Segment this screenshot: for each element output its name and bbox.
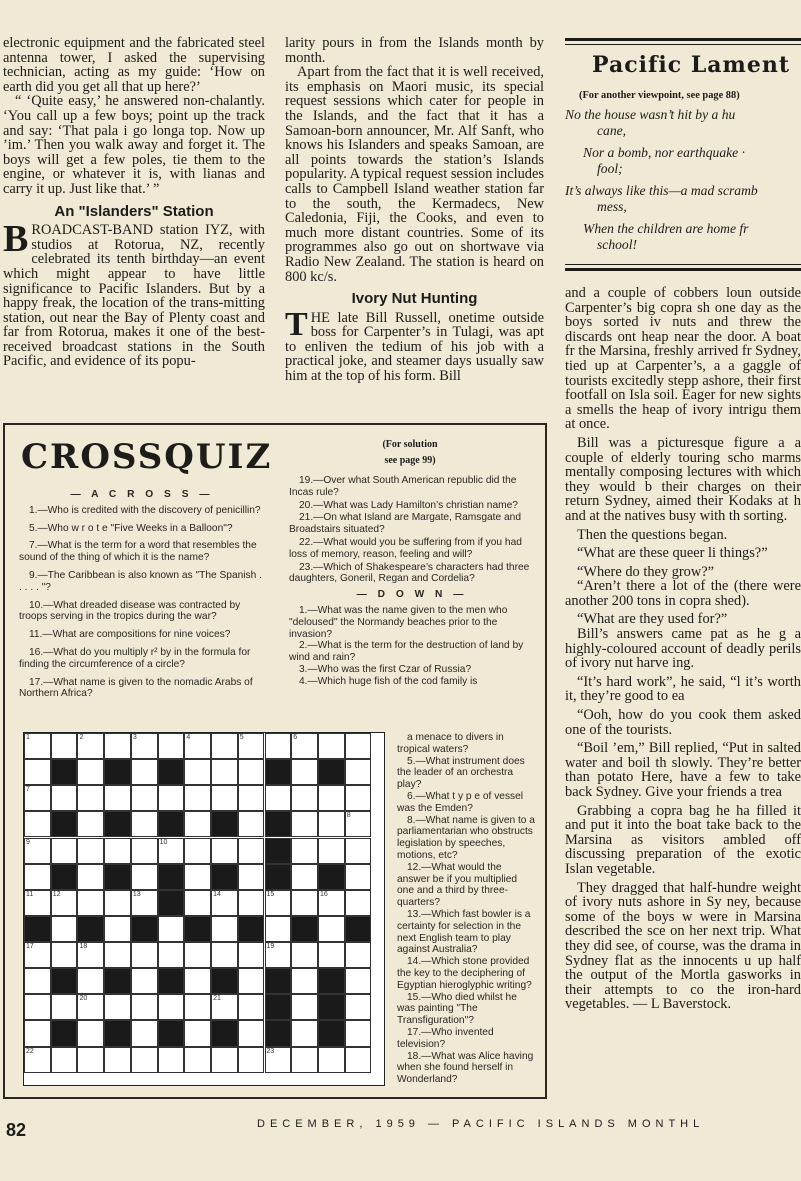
grid-cell[interactable]: [211, 838, 238, 864]
grid-cell[interactable]: [77, 838, 104, 864]
grid-cell[interactable]: [51, 994, 78, 1020]
clue: 6.—What t y p e of vessel was the Emden?: [397, 790, 524, 814]
poem-line: No the house wasn’t hit by a hu: [565, 107, 736, 122]
grid-cell[interactable]: [184, 785, 211, 811]
grid-cell[interactable]: [318, 838, 345, 864]
grid-cell-black: [158, 890, 185, 916]
clue: 4.—Which huge fish of the cod family is: [299, 675, 478, 687]
article-paragraph: “Where do they grow?”: [577, 563, 715, 580]
grid-clue-number: 11: [26, 890, 34, 898]
grid-cell[interactable]: [131, 864, 158, 890]
grid-cell[interactable]: [131, 942, 158, 968]
grid-clue-number: 6: [293, 734, 298, 741]
clue-list: [19, 505, 265, 700]
article-paragraph: They dragged that half-hundre weight of ivory nuts ashore in Sy ney, because some of the boys w were in Marsina described the sce on her next trip. What they did see, of course, was the drama in Sydney flat as the innocents u up half the output of the Mortla gasworks in their attempts to co the iron-hard vegetables. — L Baverstock.: [565, 879, 801, 1013]
grid-cell[interactable]: [211, 785, 238, 811]
grid-cell[interactable]: [318, 733, 345, 759]
poem-line: school!: [597, 237, 638, 252]
grid-cell[interactable]: [318, 1047, 345, 1073]
grid-cell-black: [104, 811, 131, 837]
grid-cell[interactable]: [24, 811, 51, 837]
crossquiz-box: [3, 423, 547, 1099]
clue: 15.—Who died whilst he was painting "The Transfiguration"?: [397, 991, 517, 1027]
grid-cell[interactable]: [238, 1047, 265, 1073]
grid-cell[interactable]: [77, 968, 104, 994]
grid-cell[interactable]: [184, 968, 211, 994]
article-paragraph: “Aren’t there a lot of the (there were another 200 tons in copra shed).: [565, 578, 801, 609]
top-rule: [565, 38, 801, 41]
grid-cell-black: [265, 968, 292, 994]
grid-cell[interactable]: [77, 811, 104, 837]
grid-cell[interactable]: [104, 785, 131, 811]
drop-cap: T: [285, 305, 308, 343]
grid-cell-black: [184, 916, 211, 942]
page-footer: [0, 1112, 801, 1140]
clue: 7.—What is the term for a word that resembles the sound of the thing of which it is the name?: [19, 540, 257, 564]
article-paragraph: Bill was a picturesque figure a a couple of elderly touring scho marms mentally composing lectures with which they would b their charges on their return Sydney, aimed their Kodaks at h and at the natives busy with th sorting.: [565, 434, 801, 524]
grid-cell-black: [265, 864, 292, 890]
grid-cell-black: [104, 864, 131, 890]
grid-cell[interactable]: [318, 785, 345, 811]
grid-cell[interactable]: [291, 1047, 318, 1073]
across-heading: — A C R O S S —: [70, 489, 214, 500]
grid-cell[interactable]: [131, 838, 158, 864]
grid-clue-number: 19: [266, 943, 275, 951]
article-paragraph: “What are they used for?”: [577, 611, 728, 628]
grid-cell-black: [51, 968, 78, 994]
grid-cell[interactable]: [77, 785, 104, 811]
clue: 19.—Over what South American republic did the Incas rule?: [289, 475, 517, 498]
poem-line: When the children are home fr: [583, 221, 749, 236]
article-paragraph: Apart from the fact that it is well received, its emphasis on Maori music, its special request sessions which cater for people in the Islands, and the fact that it has a Samoan-born announcer, Mr. Alf Sanft, who knows his Islanders and speaks Samoan, are all points towards the station’s Islands popularity. A typical request session includes calls to Campbell Island weather station far to the south, the Kermadecs, New Caledonia, Fiji, the Cooks, and even to much more distant countries. Some of its programmes also go out on shortwave via Radio New Zealand. The station is heard on 800 kc/s.: [285, 64, 544, 285]
clue: 22.—What would you be suffering from if you had loss of memory, reason, feeling and will?: [289, 536, 522, 560]
grid-clue-number: 23: [266, 1047, 275, 1055]
bottom-rule: [565, 268, 801, 271]
grid-cell-black: [24, 916, 51, 942]
grid-cell[interactable]: [291, 838, 318, 864]
grid-cell[interactable]: [184, 890, 211, 916]
grid-cell[interactable]: [131, 1047, 158, 1073]
grid-cell-black: [265, 838, 292, 864]
grid-cell[interactable]: [291, 994, 318, 1020]
grid-clue-number: 12: [52, 890, 61, 898]
grid-clue-number: 7: [26, 786, 30, 794]
grid-cell[interactable]: [77, 759, 104, 785]
grid-cell[interactable]: [131, 1020, 158, 1046]
grid-cell[interactable]: [345, 838, 372, 864]
grid-cell[interactable]: [104, 942, 131, 968]
grid-cell[interactable]: [77, 864, 104, 890]
grid-cell[interactable]: [158, 994, 185, 1020]
clue: 5.—What instrument does the leader of an orchestra play?: [397, 755, 525, 791]
clue: 20.—What was Lady Hamilton’s christian name?: [299, 499, 518, 511]
grid-cell-black: [318, 759, 345, 785]
grid-cell[interactable]: [265, 733, 292, 759]
grid-cell[interactable]: [318, 916, 345, 942]
grid-cell[interactable]: [104, 838, 131, 864]
solution-line: (For solution: [382, 439, 438, 450]
grid-cell-black: [318, 864, 345, 890]
clue: 2.—What is the term for the destruction of land by wind and rain?: [289, 640, 524, 664]
grid-cell[interactable]: [211, 733, 238, 759]
grid-cell[interactable]: [238, 811, 265, 837]
grid-cell[interactable]: [158, 916, 185, 942]
grid-cell[interactable]: [291, 785, 318, 811]
grid-cell-black: [77, 916, 104, 942]
grid-cell[interactable]: [158, 1047, 185, 1073]
grid-cell-black: [104, 759, 131, 785]
grid-cell[interactable]: [291, 968, 318, 994]
grid-cell-black: [318, 994, 345, 1020]
grid-cell[interactable]: [184, 1020, 211, 1046]
poem-line: It’s always like this—a mad scramb: [565, 183, 758, 198]
grid-cell[interactable]: [131, 759, 158, 785]
grid-cell[interactable]: [158, 733, 185, 759]
column-3: [565, 286, 801, 1098]
grid-cell-black: [291, 916, 318, 942]
grid-cell[interactable]: [51, 942, 78, 968]
crossword-grid: [23, 732, 385, 1086]
grid-cell[interactable]: [345, 890, 372, 916]
grid-cell[interactable]: [345, 968, 372, 994]
grid-clue-number: 14: [213, 890, 221, 898]
grid-cell[interactable]: [238, 968, 265, 994]
top-rule-thin: [565, 44, 801, 45]
grid-cell-black: [51, 1020, 78, 1046]
clue: 21.—On what Island are Margate, Ramsgate and Broadstairs situated?: [289, 512, 521, 536]
grid-cell[interactable]: [158, 785, 185, 811]
poem-subtitle: (For another viewpoint, see page 88): [579, 90, 740, 101]
clue: 14.—Which stone provided the key to the deciphering of Egyptian hieroglyphic writing?: [397, 956, 532, 991]
grid-cell[interactable]: [238, 942, 265, 968]
clue: 12.—What would the answer be if you multiplied one and a third by three-quarters?: [397, 861, 518, 909]
paragraph-text: ROADCAST-BAND station IYZ, with studios at Rotorua, NZ, recently celebrated its tenth birthday—an event which might appear to have little significance to Pacific Islanders. But by a happy freak, the location of the trans-mitting station, out near the Bay of Plenty coast and far from Rotorua, makes it one of the best-received broadcast stations in the South Pacific, and evidence of its popu-: [3, 222, 265, 370]
grid-cell-black: [265, 759, 292, 785]
grid-cell-black: [318, 1020, 345, 1046]
grid-cell[interactable]: [77, 1047, 104, 1073]
article-paragraph: larity pours in from the Islands month by month.: [285, 35, 544, 66]
clue: a menace to divers in tropical waters?: [397, 732, 504, 755]
grid-cell-black: [131, 916, 158, 942]
grid-cell[interactable]: [184, 864, 211, 890]
grid-clue-number: 8: [346, 812, 351, 820]
clue-list: [397, 732, 535, 1086]
grid-cell[interactable]: [131, 785, 158, 811]
column-2: [285, 36, 544, 384]
across-clues-left: [19, 485, 265, 706]
grid-cell-black: [211, 968, 238, 994]
grid-cell-black: [345, 916, 372, 942]
grid-cell[interactable]: [104, 890, 131, 916]
grid-cell-black: [318, 968, 345, 994]
grid-cell[interactable]: [51, 1047, 78, 1073]
grid-cell[interactable]: [345, 1020, 372, 1046]
grid-cell-black: [158, 1020, 185, 1046]
grid-cell[interactable]: [211, 1047, 238, 1073]
grid-clue-number: 22: [26, 1047, 34, 1055]
grid-cell[interactable]: [104, 994, 131, 1020]
grid-clue-number: 4: [186, 734, 191, 741]
grid-cell-black: [51, 759, 78, 785]
grid-cell-black: [158, 759, 185, 785]
grid-cell[interactable]: [131, 994, 158, 1020]
grid-clue-number: 21: [213, 995, 221, 1003]
clue: 10.—What dreaded disease was contracted by troops serving in the tropics during the war?: [19, 599, 241, 623]
grid-cell[interactable]: [238, 864, 265, 890]
poem-line: fool;: [597, 161, 623, 176]
article-paragraph: Then the questions began.: [577, 526, 728, 543]
grid-cell-black: [238, 916, 265, 942]
section-heading: Ivory Nut Hunting: [351, 290, 478, 308]
grid-cell[interactable]: [184, 811, 211, 837]
article-paragraph: Bill’s answers came pat as he g a highly-coloured account of deadly perils of ivory nut harve ing.: [565, 626, 801, 672]
grid-cell[interactable]: [345, 759, 372, 785]
grid-cell[interactable]: [318, 811, 345, 837]
poem-line: mess,: [597, 199, 627, 214]
grid-cell[interactable]: [131, 811, 158, 837]
grid-cell[interactable]: [24, 864, 51, 890]
grid-clue-number: 16: [319, 890, 328, 898]
grid-cell[interactable]: [51, 916, 78, 942]
grid-cell-black: [211, 864, 238, 890]
grid-cell[interactable]: [104, 916, 131, 942]
grid-cell-black: [265, 811, 292, 837]
clue: 23.—Which of Shakespeare’s characters had three daughters, Goneril, Regan and Cordelia?: [289, 561, 530, 585]
grid-cell-black: [265, 1020, 292, 1046]
down-clues-narrow: [397, 732, 535, 1086]
solution-note: [355, 437, 465, 469]
clue: 1.—What was the name given to the men who "deloused" the Normandy beaches prior to the invasion?: [289, 604, 508, 640]
grid-cell[interactable]: [51, 733, 78, 759]
drop-cap: B: [3, 218, 29, 261]
grid-clue-number: 1: [26, 734, 30, 741]
article-paragraph: [285, 305, 544, 385]
grid-cell[interactable]: [104, 1047, 131, 1073]
grid-clue-number: 5: [239, 734, 244, 741]
grid-cell[interactable]: [211, 916, 238, 942]
grid-cell-black: [51, 811, 78, 837]
grid-cell[interactable]: [184, 994, 211, 1020]
clue: 9.—The Caribbean is also known as "The Spanish . . . . . "?: [19, 569, 262, 593]
solution-line: see page 99): [384, 455, 436, 466]
article-paragraph: “ ‘Quite easy,’ he answered non-chalantly. ‘You call up a few boys; point up the track and say: ‘That pala i go longa top. Now up ’im.’ Then you walk away and forget it. The boys will get a few poles, tie them to the engine, or whatever it is, with lianas and carry it up. Just like that.’ ”: [3, 93, 265, 197]
clue: 11.—What are compositions for nine voices?: [29, 629, 231, 641]
grid-cell[interactable]: [51, 838, 78, 864]
grid-cell[interactable]: [238, 1020, 265, 1046]
grid-cell[interactable]: [318, 942, 345, 968]
grid-cell[interactable]: [265, 916, 292, 942]
clue: 8.—What name is given to a parliamentarian who obstructs legislation by speeches, motions, etc?: [397, 814, 535, 861]
grid-cell[interactable]: [291, 1020, 318, 1046]
grid-cell[interactable]: [77, 890, 104, 916]
article-paragraph: and a couple of cobbers loun outside Carpenter’s big copra sh one day as the boys sorted iv nuts and threw the discards ont heap near the door. A boat fr the Marsina, freshly arrived fr Sydney, tied up at Carpenter’s, a a gaggle of tourists excitedly stepp ashore, their first footfall on Isla soil. Eager for new sights a smells the heap of ivory intrigu them at once.: [565, 286, 801, 433]
grid-cell[interactable]: [345, 994, 372, 1020]
clue: 17.—What name is given to the nomadic Arabs of Northern Africa?: [19, 676, 253, 700]
grid-cell-black: [158, 968, 185, 994]
footer-running-title: DECEMBER, 1959 — PACIFIC ISLANDS MONTHL: [257, 1118, 705, 1130]
article-paragraph: “It’s hard work”, he said, “l it’s worth it, they’re good to ea: [565, 673, 801, 705]
grid-cell-black: [104, 968, 131, 994]
clue: 16.—What do you multiply r² by in the formula for finding the circumference of a circle?: [19, 646, 251, 670]
grid-clue-number: 17: [26, 943, 34, 951]
grid-cell[interactable]: [184, 1047, 211, 1073]
grid-cell[interactable]: [211, 759, 238, 785]
bottom-rule-thin: [565, 264, 801, 265]
article-paragraph: [3, 218, 265, 370]
grid-cell[interactable]: [184, 759, 211, 785]
grid-cell[interactable]: [211, 942, 238, 968]
grid-clue-number: 10: [159, 838, 168, 846]
clue: 18.—What was Alice having when she found herself in Wonderland?: [397, 1050, 534, 1086]
clue-list: [289, 605, 535, 688]
poem-box: [565, 32, 801, 272]
clue: 17.—Who invented television?: [397, 1026, 494, 1050]
clue: 13.—Which fast bowler is a certainty for selection in the next English team to play against Australia?: [397, 908, 531, 956]
grid-cell[interactable]: [158, 942, 185, 968]
grid-cell[interactable]: [291, 864, 318, 890]
grid-cell[interactable]: [184, 942, 211, 968]
article-paragraph: electronic equipment and the fabricated steel antenna tower, I asked the supervising technician, acting as my guide: ‘How on earth did you get all that up here?’: [3, 35, 265, 95]
grid-cell[interactable]: [131, 968, 158, 994]
grid-cell[interactable]: [238, 838, 265, 864]
article-paragraph: “Ooh, how do you cook them asked one of the tourists.: [565, 707, 801, 738]
grid-clue-number: 2: [79, 734, 84, 741]
crossquiz-title: CROSSQUIZ: [21, 437, 273, 477]
grid-cell-black: [211, 1020, 238, 1046]
grid-cell[interactable]: [51, 785, 78, 811]
grid-cell[interactable]: [291, 890, 318, 916]
grid-cell[interactable]: [345, 733, 372, 759]
clue-list: [289, 475, 535, 585]
grid-cell[interactable]: [291, 942, 318, 968]
clue: 1.—Who is credited with the discovery of penicillin?: [29, 504, 261, 516]
grid-cell[interactable]: [104, 733, 131, 759]
poem-title: Pacific Lament: [592, 52, 790, 78]
grid-cell[interactable]: [24, 994, 51, 1020]
page-number: 82: [6, 1120, 27, 1140]
column-1: [3, 36, 265, 369]
grid-cell-black: [158, 811, 185, 837]
grid-cell[interactable]: [238, 890, 265, 916]
grid-cell[interactable]: [24, 968, 51, 994]
down-heading: — D O W N —: [356, 589, 468, 601]
grid-cell-black: [51, 864, 78, 890]
poem-line: Nor a bomb, nor earthquake ·: [583, 145, 745, 160]
grid-cell-black: [158, 864, 185, 890]
section-heading: An "Islanders" Station: [54, 202, 214, 220]
grid-cell[interactable]: [265, 785, 292, 811]
grid-cell-black: [104, 1020, 131, 1046]
grid-cell[interactable]: [238, 785, 265, 811]
grid-clue-number: 3: [132, 734, 137, 741]
grid-cell[interactable]: [77, 1020, 104, 1046]
grid-cell[interactable]: [291, 759, 318, 785]
grid-cell[interactable]: [24, 1020, 51, 1046]
grid-cell[interactable]: [24, 759, 51, 785]
clue: 3.—Who was the first Czar of Russia?: [299, 663, 472, 675]
grid-clue-number: 13: [132, 890, 141, 898]
article-paragraph: Grabbing a copra bag he ha filled it and put it into the boat take back to the Marsina as visitors ambled off discussing preparation of the exotic Islan vegetable.: [565, 802, 801, 877]
article-paragraph: “What are these queer li things?”: [577, 545, 768, 562]
grid-clue-number: 9: [26, 838, 30, 846]
across-clues-right: [289, 475, 535, 688]
grid-clue-number: 15: [266, 890, 275, 898]
grid-cell[interactable]: [238, 759, 265, 785]
grid-cell[interactable]: [345, 1047, 372, 1073]
grid-cell-black: [211, 811, 238, 837]
grid-cell[interactable]: [345, 864, 372, 890]
grid-cell[interactable]: [184, 838, 211, 864]
article-paragraph: “Boil ’em,” Bill replied, “Put in salted water and boil th slowly. They’re better than potato Here, have a few to take back Sydney. Give your friends a trea: [565, 740, 801, 800]
grid-cell[interactable]: [345, 942, 372, 968]
grid-cell[interactable]: [291, 811, 318, 837]
clue: 5.—Who w r o t e "Five Weeks in a Balloon"?: [29, 522, 233, 534]
grid-clue-number: 20: [79, 995, 88, 1003]
paragraph-text: HE late Bill Russell, onetime outside boss for Carpenter’s in Tulagi, was apt to enliven the tedium of his job with a practical joke, and steamer days usually saw him at the top of his form. Bill: [285, 309, 544, 385]
poem-line: cane,: [597, 123, 627, 138]
grid-cell[interactable]: [345, 785, 372, 811]
grid-clue-number: 18: [79, 943, 88, 951]
grid-cell[interactable]: [238, 994, 265, 1020]
grid-cell-black: [265, 994, 292, 1020]
